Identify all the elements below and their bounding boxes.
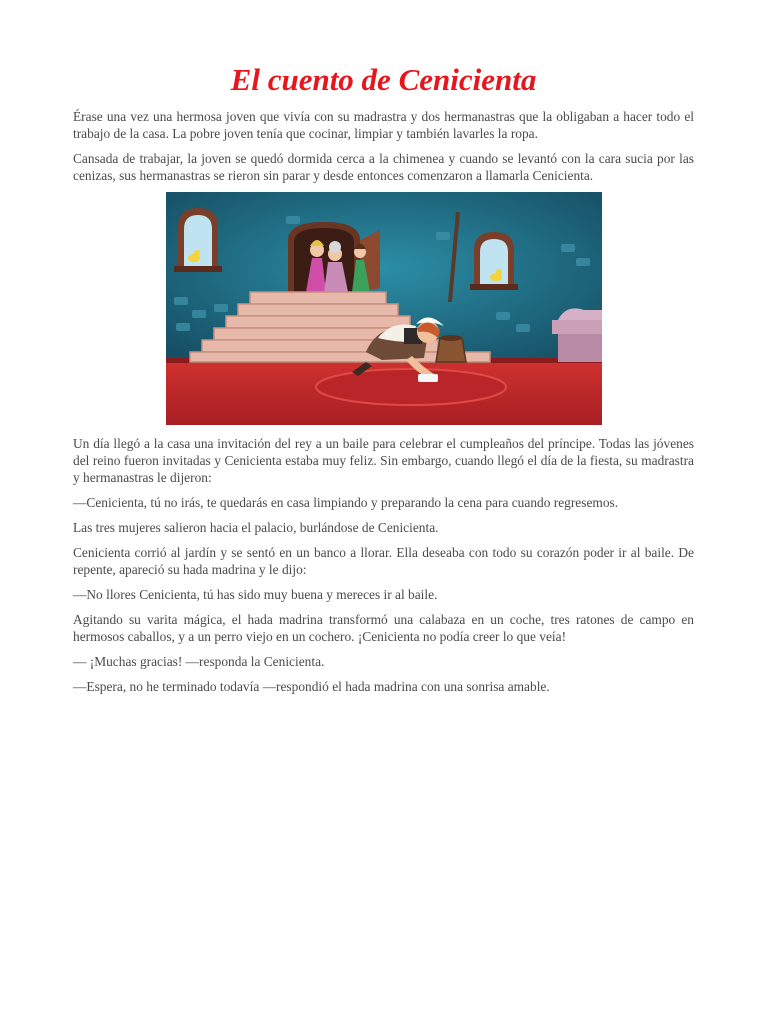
story-paragraph: — ¡Muchas gracias! —responda la Cenicienta. <box>73 654 325 669</box>
page-title: El cuento de Cenicienta <box>230 62 537 97</box>
story-paragraph: —No llores Cenicienta, tú has sido muy buena y mereces ir al baile. <box>73 587 438 602</box>
bucket <box>436 335 466 362</box>
story-paragraph: Cenicienta corrió al jardín y se sentó en un banco a llorar. Ella deseaba con todo su corazón poder ir al baile. De repente, apareció su hada madrina y le dijo: <box>73 545 694 577</box>
cinderella-illustration <box>166 192 602 425</box>
story-paragraph: Cansada de trabajar, la joven se quedó dormida cerca a la chimenea y cuando se levantó con la cara sucia por las cenizas, sus hermanastras se rieron sin parar y desde entonces comenzaron a llamarla Cenicienta. <box>73 151 694 183</box>
window-left <box>174 208 222 272</box>
story-paragraph: Las tres mujeres salieron hacia el palacio, burlándose de Cenicienta. <box>73 520 439 535</box>
story-paragraph: Érase una vez una hermosa joven que vivía con su madrastra y dos hermanastras que la obligaban a hacer todo el trabajo de la casa. La pobre joven tenía que cocinar, limpiar y también lavarles la ropa. <box>73 109 694 141</box>
document-page <box>73 58 694 703</box>
stepsisters-and-stepmother <box>306 240 370 292</box>
story-paragraph: —Espera, no he terminado todavía —respondió el hada madrina con una sonrisa amable. <box>73 679 550 694</box>
story-paragraph: Agitando su varita mágica, el hada madrina transformó una calabaza en un coche, tres ratones de campo en hermosos caballos, y a un perro viejo en un cochero. ¡Cenicienta no podía creer lo que veía! <box>73 612 694 644</box>
floor-rug <box>316 369 506 405</box>
story-paragraph: —Cenicienta, tú no irás, te quedarás en casa limpiando y preparando la cena para cuando regresemos. <box>73 495 619 510</box>
window-right <box>470 232 518 290</box>
story-paragraph: Un día llegó a la casa una invitación del rey a un baile para celebrar el cumpleaños del príncipe. Todas las jóvenes del reino fueron invitadas y Cenicienta estaba muy feliz. Sin embargo, cuando llegó el día de la fiesta, su madrastra y hermanastras le dijeron: <box>73 436 694 485</box>
